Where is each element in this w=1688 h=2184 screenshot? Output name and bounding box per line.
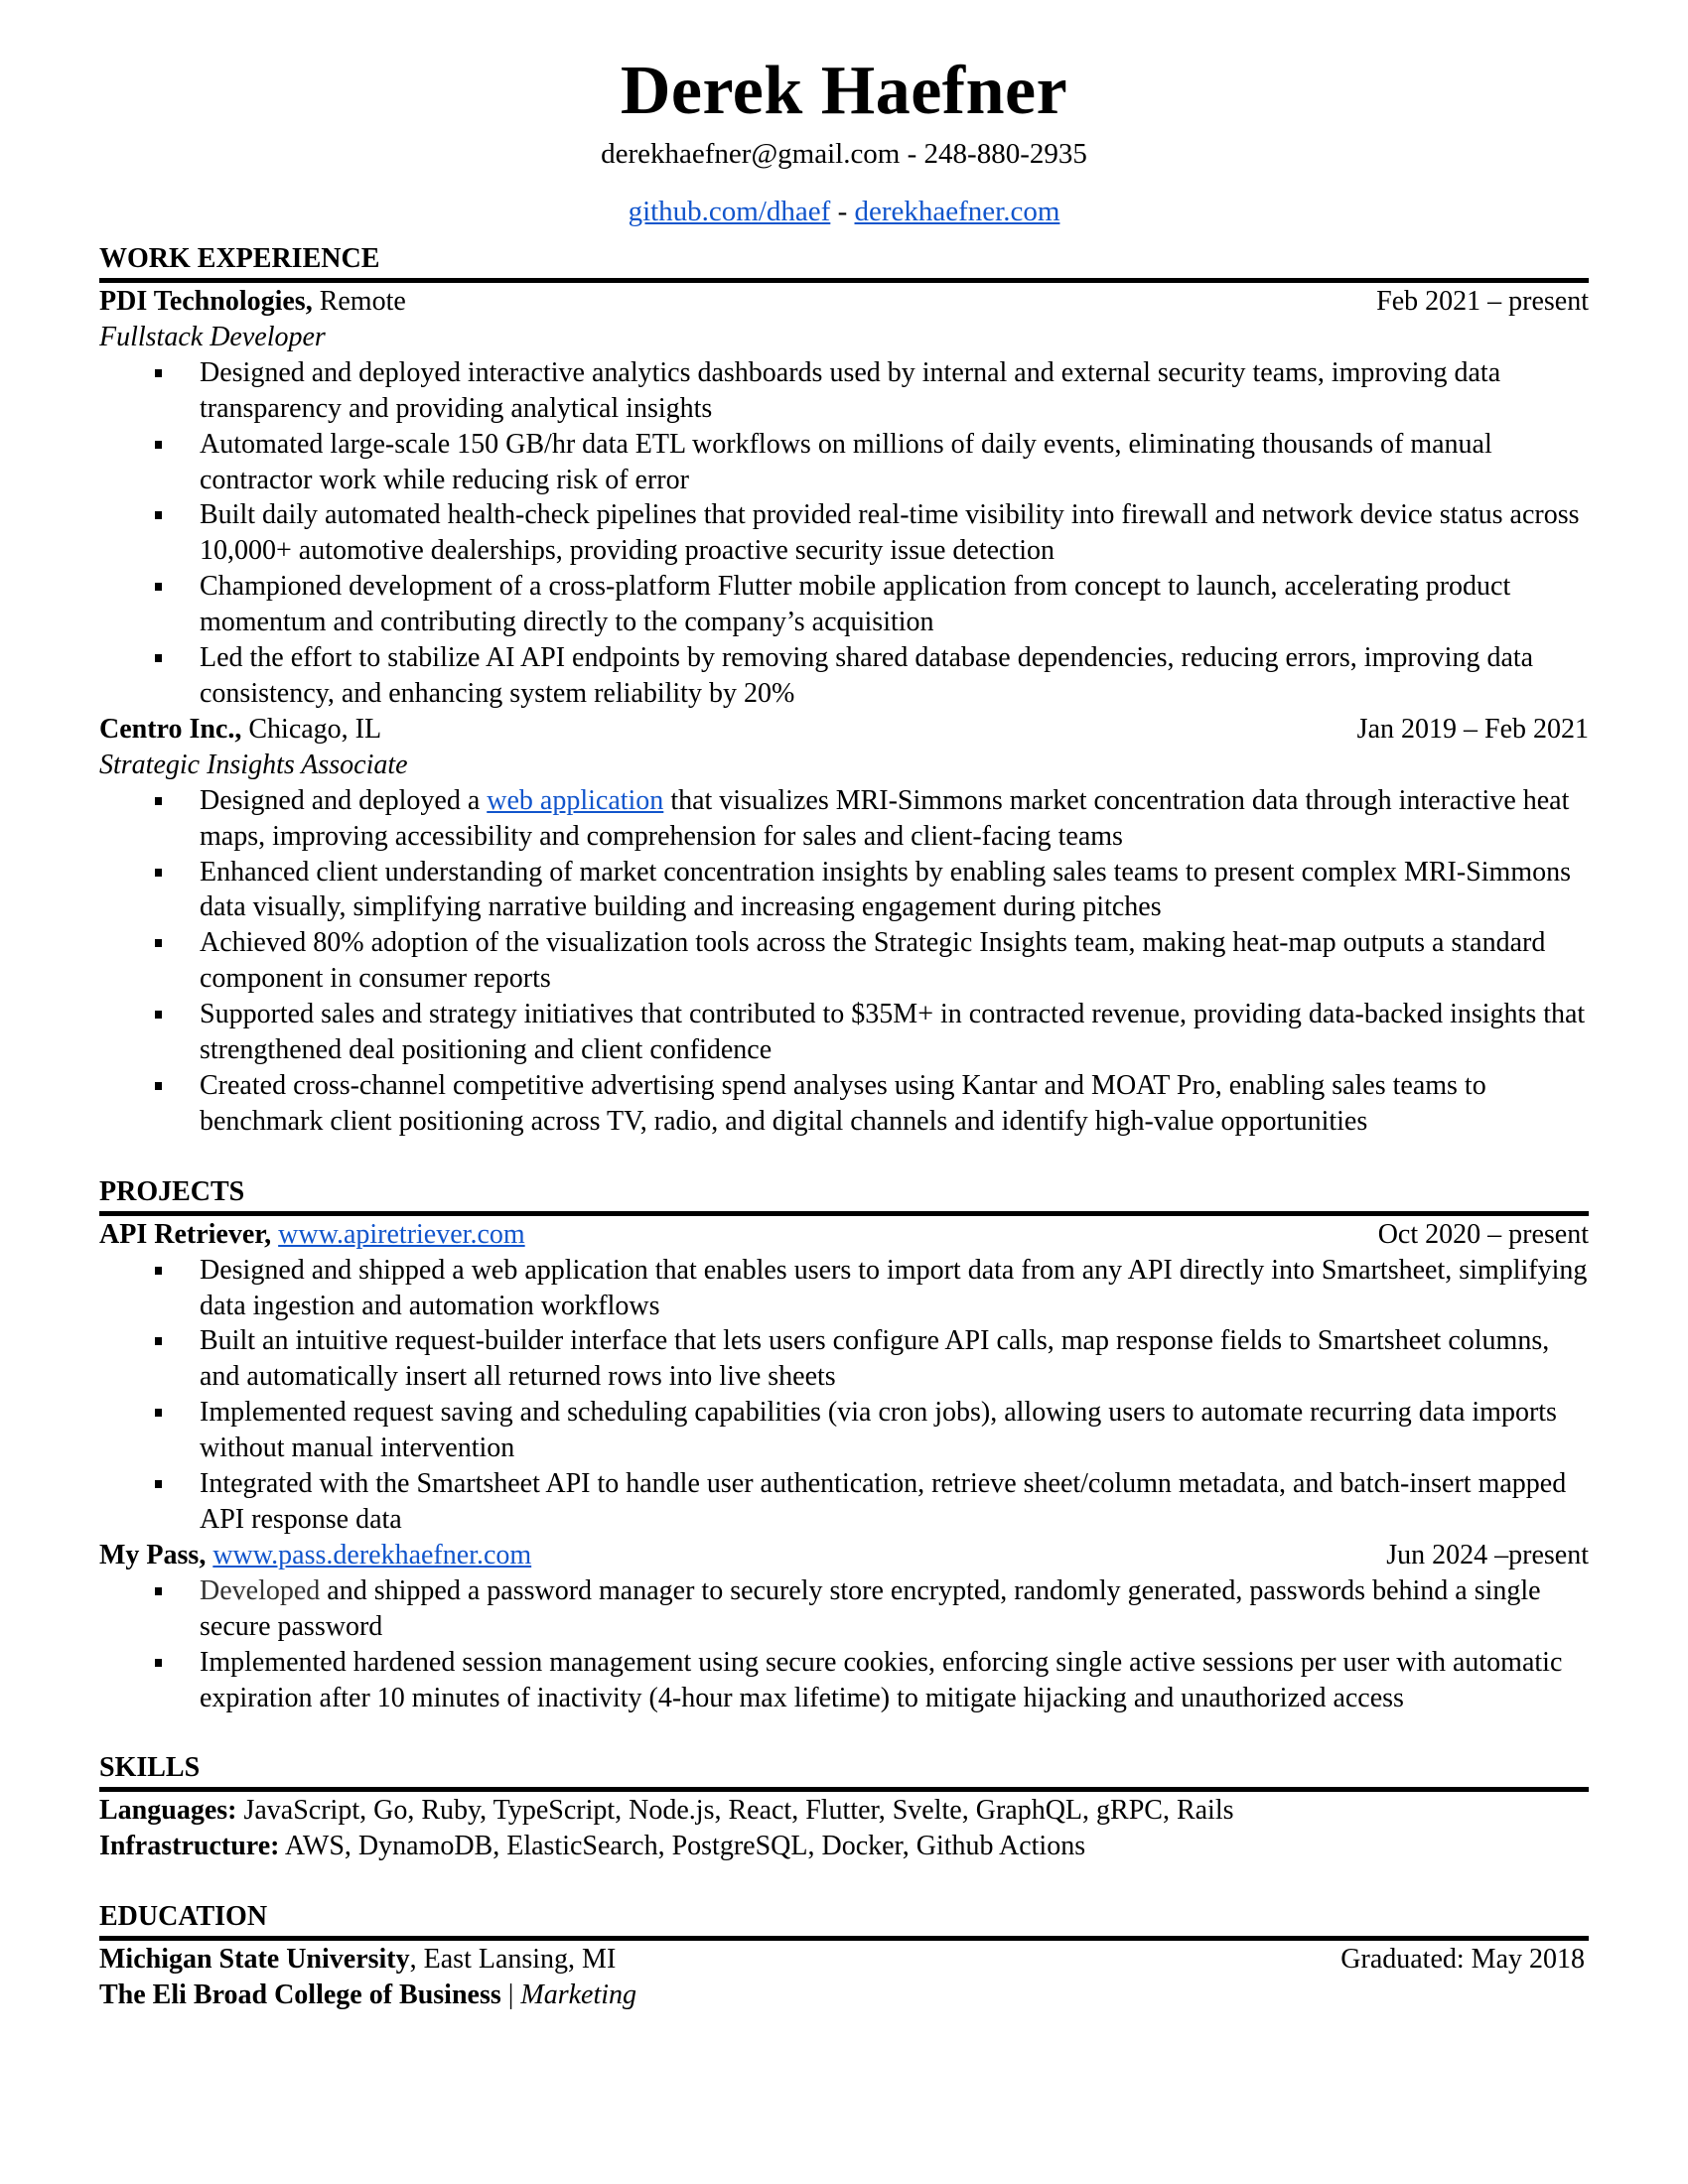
education-school-location [99, 1942, 616, 1978]
job-role: Strategic Insights Associate [99, 749, 408, 780]
bullet-square-icon [155, 1267, 162, 1275]
job-entry [99, 712, 1589, 1140]
list-item: Automated large-scale 150 GB/hr data ETL workflows on millions of daily events, eliminating thousands of manual contractor work while reducing risk of error [99, 427, 1589, 498]
list-item: Built daily automated health-check pipelines that provided real-time visibility into firewall and network device status across 10,000+ automotive dealerships, providing proactive security issue detection [99, 497, 1589, 569]
skills-label: Infrastructure: [99, 1831, 280, 1862]
list-item: Implemented hardened session management using secure cookies, enforcing single active sessions per user with automatic expiration after 10 minutes of inactivity (4-hour max lifetime) to mitigate hijacking and unauthorized access [99, 1645, 1589, 1716]
project-entry [99, 1217, 1589, 1538]
profile-links [99, 194, 1589, 229]
bullet-square-icon [155, 869, 162, 877]
section-spacer [99, 1864, 1589, 1900]
education-school: Michigan State University [99, 1944, 410, 1976]
job-company: PDI Technologies, [99, 286, 313, 317]
bullet-square-icon [155, 369, 162, 377]
web-application-link[interactable]: web application [487, 784, 664, 816]
skills-label: Languages: [99, 1795, 237, 1827]
project-url-link[interactable]: www.apiretriever.com [278, 1218, 525, 1250]
job-bullets [99, 783, 1589, 1140]
section-spacer [99, 1140, 1589, 1175]
education-divider: | [500, 1979, 521, 2011]
job-company: Centro Inc., [99, 713, 242, 745]
job-company-location [99, 712, 381, 748]
job-company-location [99, 284, 406, 320]
bullet-square-icon [155, 511, 162, 519]
job-header [99, 712, 1589, 748]
section-title: PROJECTS [99, 1175, 245, 1207]
section-title: SKILLS [99, 1752, 201, 1784]
project-name: API Retriever, [99, 1218, 272, 1250]
education-location: , East Lansing, MI [409, 1944, 617, 1976]
bullet-square-icon [155, 1587, 162, 1595]
section-divider [99, 1211, 1589, 1216]
skills-value: JavaScript, Go, Ruby, TypeScript, Node.js, React, Flutter, Svelte, GraphQL, gRPC, Rails [236, 1795, 1234, 1827]
project-dates: Jun 2024 –present [1386, 1539, 1589, 1570]
job-role: Fullstack Developer [99, 321, 326, 352]
resume-body [99, 242, 1589, 2013]
project-header [99, 1538, 1589, 1573]
job-dates: Feb 2021 – present [1376, 286, 1589, 317]
skills-value: AWS, DynamoDB, ElasticSearch, PostgreSQL, Docker, Github Actions [279, 1831, 1086, 1862]
list-item: Championed development of a cross-platform Flutter mobile application from concept to launch, accelerating product momentum and contributing directly to the company’s acquisition [99, 569, 1589, 640]
list-item: Built an intuitive request-builder interface that lets users configure API calls, map response fields to Smartsheet columns, and automatically insert all returned rows into live sheets [99, 1323, 1589, 1395]
education-college-line [99, 1978, 1589, 2013]
section-work-experience [99, 242, 1589, 1140]
contact-line [99, 136, 1589, 172]
job-dates: Jan 2019 – Feb 2021 [1356, 713, 1589, 745]
email: derekhaefner@gmail.com [601, 138, 901, 170]
candidate-name: Derek Haefner [620, 53, 1068, 129]
bullet-square-icon [155, 583, 162, 591]
project-dates: Oct 2020 – present [1377, 1218, 1589, 1250]
job-bullets [99, 355, 1589, 712]
bullet-square-icon [155, 1409, 162, 1417]
section-title: WORK EXPERIENCE [99, 243, 380, 274]
education-major: Marketing [520, 1979, 637, 2011]
list-item: Implemented request saving and scheduling capabilities (via cron jobs), allowing users to automate recurring data imports without manual intervention [99, 1395, 1589, 1466]
website-link[interactable]: derekhaefner.com [854, 196, 1060, 227]
project-name: My Pass, [99, 1539, 207, 1570]
job-entry [99, 284, 1589, 712]
section-divider [99, 1936, 1589, 1941]
project-entry [99, 1538, 1589, 1716]
job-location: Remote [312, 286, 406, 317]
list-item: Enhanced client understanding of market concentration insights by enabling sales teams to present complex MRI-Simmons data visually, simplifying narrative building and increasing engagement during pitches [99, 855, 1589, 926]
github-link[interactable]: github.com/dhaef [628, 196, 831, 227]
list-item: Developed and shipped a password manager to securely store encrypted, randomly generated, passwords behind a single secure password [99, 1573, 1589, 1645]
project-url-link[interactable]: www.pass.derekhaefner.com [212, 1539, 532, 1570]
skills-infrastructure [99, 1829, 1589, 1864]
section-divider [99, 1787, 1589, 1792]
section-education [99, 1900, 1589, 2013]
bullet-square-icon [155, 1659, 162, 1667]
job-header [99, 284, 1589, 320]
bullet-square-icon [155, 1082, 162, 1090]
bullet-square-icon [155, 1480, 162, 1488]
list-item: Led the effort to stabilize AI API endpoints by removing shared database dependencies, reducing errors, improving data consistency, and enhancing system reliability by 20% [99, 640, 1589, 712]
list-item: Designed and deployed interactive analytics dashboards used by internal and external security teams, improving data transparency and providing analytical insights [99, 355, 1589, 427]
project-bullets [99, 1573, 1589, 1716]
section-skills [99, 1751, 1589, 1864]
phone: 248-880-2935 [923, 138, 1087, 170]
links-separator: - [830, 196, 855, 227]
project-name-url [99, 1217, 525, 1253]
section-projects [99, 1175, 1589, 1716]
bullet-square-icon [155, 939, 162, 947]
project-bullets [99, 1253, 1589, 1538]
list-item: Achieved 80% adoption of the visualization tools across the Strategic Insights team, making heat-map outputs a standard component in consumer reports [99, 925, 1589, 997]
list-item: Created cross-channel competitive advertising spend analyses using Kantar and MOAT Pro, enabling sales teams to benchmark client positioning across TV, radio, and digital channels and identify high-value opportunities [99, 1068, 1589, 1140]
bullet-square-icon [155, 441, 162, 449]
bullet-square-icon [155, 1011, 162, 1019]
job-location: Chicago, IL [241, 713, 382, 745]
section-title: EDUCATION [99, 1901, 268, 1933]
bullet-square-icon [155, 1337, 162, 1345]
education-college: The Eli Broad College of Business [99, 1979, 501, 2011]
list-item: Designed and shipped a web application that enables users to import data from any API directly into Smartsheet, simplifying data ingestion and automation workflows [99, 1253, 1589, 1324]
list-item: Designed and deployed a web application that visualizes MRI-Simmons market concentration data through interactive heat maps, improving accessibility and comprehension for sales and client-facing teams [99, 783, 1589, 855]
project-header [99, 1217, 1589, 1253]
section-divider [99, 278, 1589, 283]
list-item: Integrated with the Smartsheet API to handle user authentication, retrieve sheet/column metadata, and batch-insert mapped API response data [99, 1466, 1589, 1538]
education-header [99, 1942, 1589, 1978]
bullet-square-icon [155, 654, 162, 662]
list-item: Supported sales and strategy initiatives that contributed to $35M+ in contracted revenue, providing data-backed insights that strengthened deal positioning and client confidence [99, 997, 1589, 1068]
section-spacer [99, 1715, 1589, 1751]
project-name-url [99, 1538, 531, 1573]
skills-languages [99, 1793, 1589, 1829]
contact-separator: - [900, 138, 924, 170]
education-graduated: Graduated: May 2018 [1340, 1944, 1585, 1976]
bullet-square-icon [155, 797, 162, 805]
